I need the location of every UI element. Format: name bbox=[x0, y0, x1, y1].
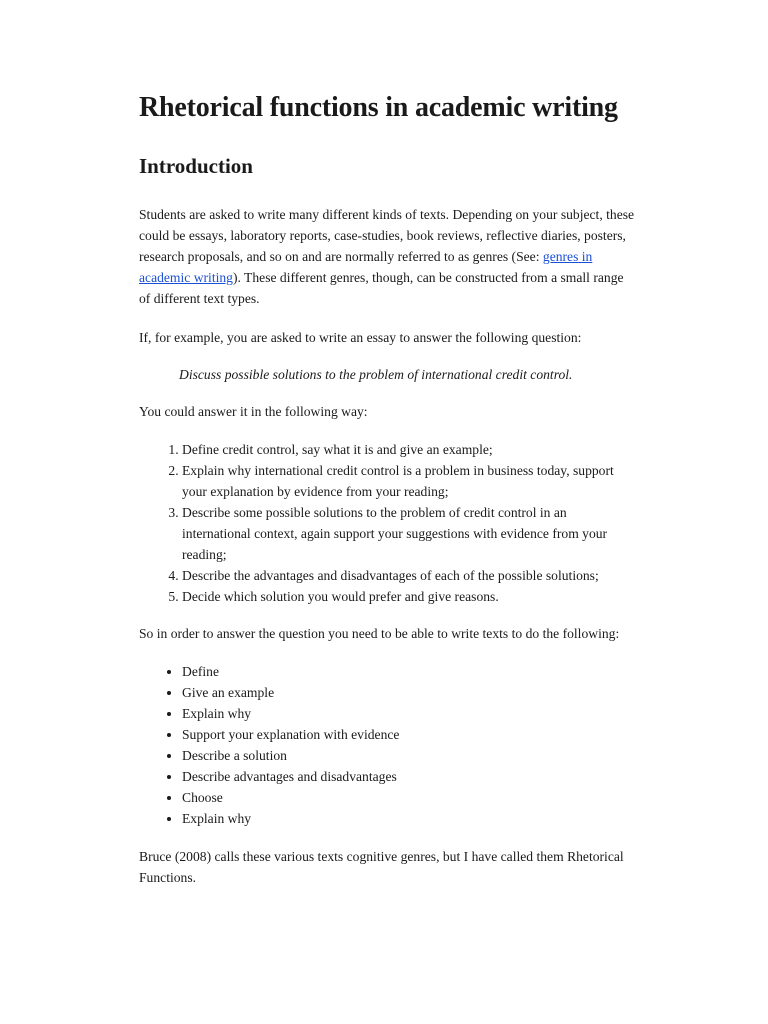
intro-text-after-link: ). These different genres, though, can be constructed from a small range of different text types. bbox=[139, 270, 624, 306]
page-title: Rhetorical functions in academic writing bbox=[139, 92, 618, 123]
list-item: 2. Explain why international credit control is a problem in business today, support your explanation by evidence from your reading; bbox=[182, 460, 638, 502]
functions-list bbox=[139, 661, 638, 829]
list-item: 4. Describe the advantages and disadvantages of each of the possible solutions; bbox=[182, 565, 638, 586]
question-quote: Discuss possible solutions to the problem of international credit control. bbox=[179, 367, 573, 382]
list-item: • Describe a solution bbox=[182, 745, 638, 766]
if-example-paragraph: If, for example, you are asked to write an essay to answer the following question: bbox=[139, 330, 582, 345]
list-item: • Define bbox=[182, 661, 638, 682]
genres-link[interactable]: genres in academic writing bbox=[139, 249, 593, 285]
list-item: • Explain why bbox=[182, 703, 638, 724]
steps-list bbox=[139, 439, 638, 607]
list-item: 3. Describe some possible solutions to the problem of credit control in an international context, again support your suggestions with evidence from your reading; bbox=[182, 502, 638, 565]
could-answer-paragraph: You could answer it in the following way: bbox=[139, 404, 368, 419]
list-item: • Give an example bbox=[182, 682, 638, 703]
list-item: • Support your explanation with evidence bbox=[182, 724, 638, 745]
list-item: • Choose bbox=[182, 787, 638, 808]
list-item: • Describe advantages and disadvantages bbox=[182, 766, 638, 787]
list-item: 5. Decide which solution you would prefer and give reasons. bbox=[182, 586, 638, 607]
intro-text-before-link: Students are asked to write many different kinds of texts. Depending on your subject, these could be essays, laboratory reports, case-studies, book reviews, reflective diaries, posters, research proposals, and so on and are normally referred to as genres (See: bbox=[139, 207, 635, 264]
list-item: • Explain why bbox=[182, 808, 638, 829]
section-heading: Introduction bbox=[139, 154, 253, 178]
intro-paragraph bbox=[139, 204, 638, 309]
list-item: 1. Define credit control, say what it is and give an example; bbox=[182, 439, 638, 460]
so-in-order-paragraph: So in order to answer the question you need to be able to write texts to do the following: bbox=[139, 626, 620, 641]
bruce-paragraph: Bruce (2008) calls these various texts cognitive genres, but I have called them Rhetorical Functions. bbox=[139, 849, 624, 885]
